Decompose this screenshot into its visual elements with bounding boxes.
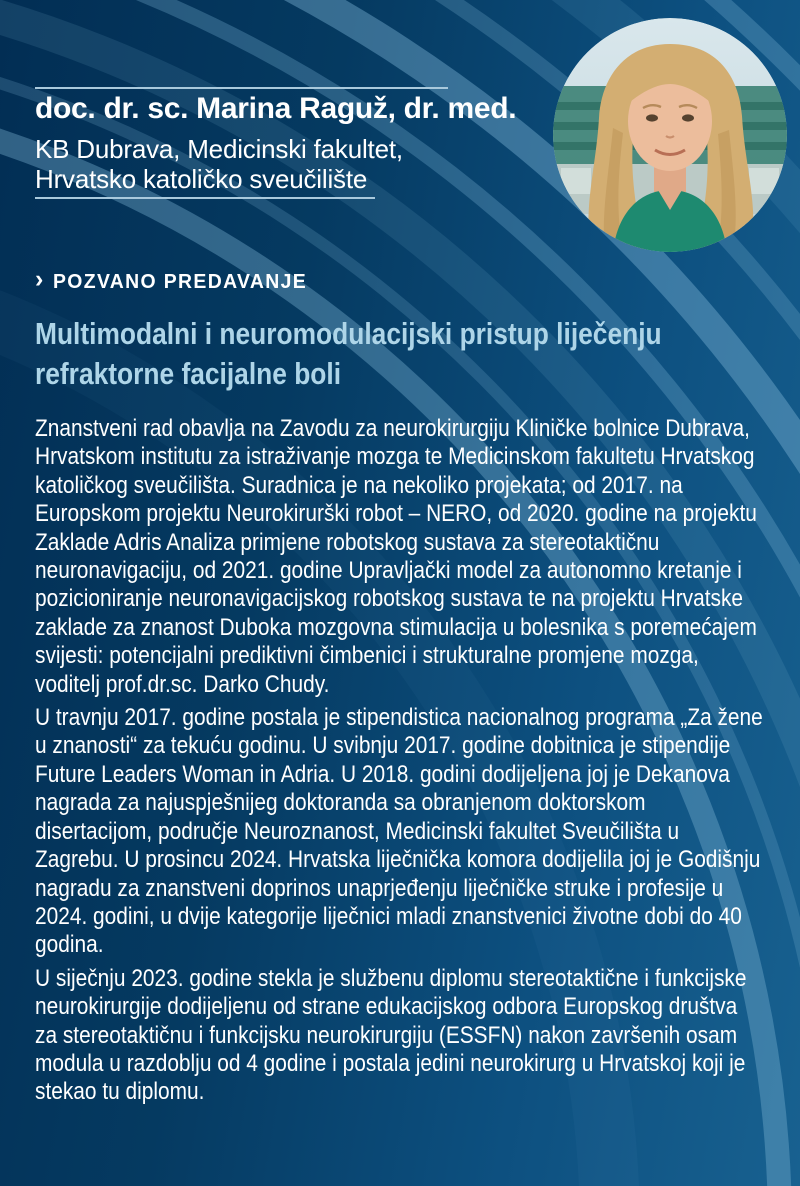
header-rule-top bbox=[35, 87, 448, 89]
biography bbox=[35, 415, 764, 1112]
speaker-affiliation bbox=[35, 134, 403, 194]
speaker-affiliation-line1: KB Dubrava, Medicinski fakultet, bbox=[35, 134, 403, 164]
lecture-title: Multimodalni i neuromodulacijski pristup liječenju refraktorne facijalne boli bbox=[35, 316, 662, 391]
chevron-right-icon: › bbox=[35, 265, 44, 293]
section-kicker-label: POZVANO PREDAVANJE bbox=[53, 271, 308, 293]
bio-paragraph-3: U siječnju 2023. godine stekla je službenu diplomu stereotaktične i funkcijske neurokirurgije dodijeljenu od strane edukacijskog odbora Europskog društva za stereotaktičnu i funkcijsku neurokirurgiju (ESSFN) nakon završenih osam modula u razdoblju od 4 godine i postala jedini neurokirurg u Hrvatskoj koji je stekao tu diplomu. bbox=[35, 964, 747, 1106]
bio-paragraph-1: Znanstveni rad obavlja na Zavodu za neurokirurgiju Kliničke bolnice Dubrava, Hrvatskom institutu za istraživanje mozga te Medicinskom fakultetu Hrvatskog katoličkog sveučilišta. Suradnica je na nekoliko projekata; od 2017. na Europskom projektu Neurokirurški robot – NERO, od 2020. godine na projektu Zaklade Adris Analiza primjene robotskog sustava za stereotaktičnu neuronavigaciju, od 2021. godine Upravljački model za autonomno kretanje i pozicioniranje neuronavigacijskog robotskog sustava te na projektu Hrvatske zaklade za znanost Duboka mozgovna stimulacija u bolesnika s poremećajem svijesti: potencijalni prediktivni čimbenici i strukturalne promjene mozga, voditelj prof.dr.sc. Darko Chudy. bbox=[35, 415, 757, 698]
speaker-photo bbox=[553, 18, 787, 252]
header-rule-bottom bbox=[35, 197, 375, 199]
bio-paragraph-2: U travnju 2017. godine postala je stipendistica nacionalnog programa „Za žene u znanosti“ za tekuću godinu. U svibnju 2017. godine dobitnica je stipendije Future Leaders Woman in Adria. U 2018. godini dodijeljena joj je Dekanova nagrada za najuspješnijeg doktoranda sa obranjenom doktorskom disertacijom, područje Neuroznanost, Medicinski fakultet Sveučilišta u Zagrebu. U prosincu 2024. Hrvatska liječnička komora dodijelila joj je Godišnju nagradu za znanstveni doprinos unaprjeđenju liječničke struke i profesije u 2024. godini, u dvije kategorije liječnici mladi znanstvenici životne dobi do 40 godina. bbox=[35, 704, 763, 959]
speaker-affiliation-line2: Hrvatsko katoličko sveučilište bbox=[35, 164, 368, 194]
portrait-illustration bbox=[553, 18, 787, 252]
section-kicker bbox=[35, 265, 315, 294]
speaker-name: doc. dr. sc. Marina Raguž, dr. med. bbox=[35, 92, 517, 125]
